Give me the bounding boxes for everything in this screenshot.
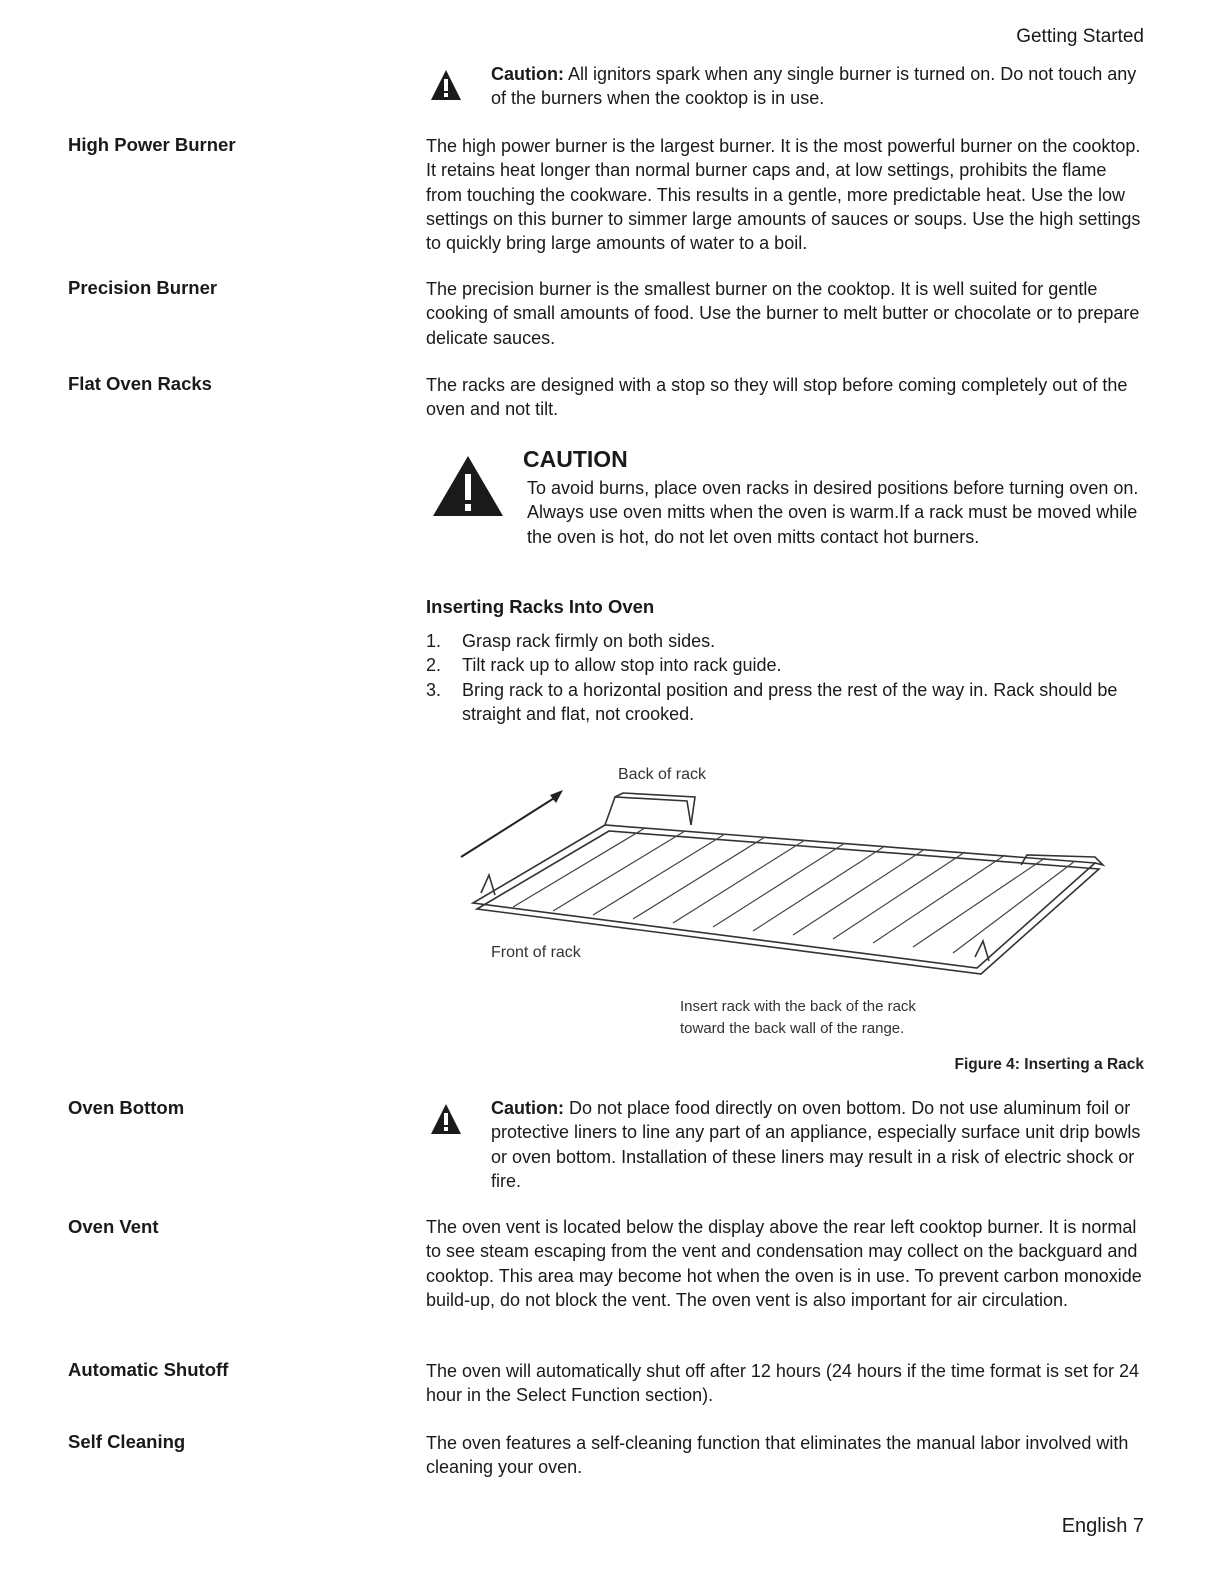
body-high-power-burner: The high power burner is the largest burner. It is the most powerful burner on the cooktop. It retains heat longer than normal burner caps and, at low settings, prohibits the flame from touching the cookware. This results in a gentle, more predictable heat. Use the low settings on this burner to simmer large amounts of sauces or soups. Use the high settings to quickly bring large amounts of water to a boil.: [426, 136, 1141, 254]
step-item: [426, 678, 1126, 727]
figure-instruction-line: Insert rack with the back of the rack: [680, 998, 916, 1015]
step-number: 1.: [426, 631, 442, 651]
step-text: Tilt rack up to allow stop into rack guide.: [462, 655, 782, 676]
figure-front-label: Front of rack: [491, 944, 581, 961]
body-precision-burner: The precision burner is the smallest burner on the cooktop. It is well suited for gentle cooking of small amounts of food. Use the burner to melt butter or chocolate or to prepare delicate sauces.: [426, 279, 1140, 348]
warning-icon: [431, 454, 505, 518]
heading-automatic-shutoff: Automatic Shutoff: [68, 1359, 229, 1380]
caution-label: Caution:: [491, 64, 564, 84]
rack-frame: [473, 793, 1103, 974]
figure-instruction-line: toward the back wall of the range.: [680, 1019, 905, 1037]
page-number: English 7: [1061, 1515, 1144, 1537]
body-automatic-shutoff: The oven will automatically shut off after 12 hours (24 hours if the time format is set for 24 hour in the Select Function section).: [426, 1361, 1140, 1406]
body-self-cleaning: The oven features a self-cleaning function that eliminates the manual labor involved with cleaning your oven.: [426, 1433, 1129, 1478]
step-number: 2.: [426, 655, 442, 676]
figure-back-label: Back of rack: [618, 766, 707, 783]
warning-icon: [429, 1102, 463, 1136]
running-header: Getting Started: [1016, 26, 1144, 47]
caution-ignitors: [426, 62, 1146, 111]
arrow-line: [461, 795, 559, 857]
warning-icon: [429, 68, 463, 102]
heading-self-cleaning: Self Cleaning: [68, 1431, 186, 1452]
figure-title: Figure 4: Inserting a Rack: [954, 1056, 1144, 1073]
caution-title: CAUTION: [523, 446, 628, 472]
step-text: Bring rack to a horizontal position and press the rest of the way in. Rack should be straight and flat, not crooked.: [462, 679, 1118, 724]
oven-rack-illustration: [455, 785, 1125, 980]
heading-flat-oven-racks: Flat Oven Racks: [68, 373, 212, 394]
inserting-steps: [426, 629, 1126, 726]
body-oven-vent: The oven vent is located below the display above the rear left cooktop burner. It is normal to see steam escaping from the vent and condensation may collect on the backguard and cooktop. This area may become hot when the oven is in use. To prevent carbon monoxide build-up, do not block the vent. The oven vent is also important for air circulation.: [426, 1217, 1142, 1310]
caution-text: All ignitors spark when any single burner is turned on. Do not touch any of the burners when the cooktop is in use.: [491, 64, 1137, 109]
heading-oven-vent: Oven Vent: [68, 1216, 159, 1237]
rack-wires: [513, 828, 1075, 953]
figure-instruction: [680, 996, 916, 1039]
body-flat-oven-racks: The racks are designed with a stop so they will stop before coming completely out of the oven and not tilt.: [426, 375, 1128, 420]
step-item: [426, 653, 1126, 677]
subheading-inserting-racks: Inserting Racks Into Oven: [426, 596, 655, 617]
step-text: Grasp rack firmly on both sides.: [462, 631, 716, 651]
heading-precision-burner: Precision Burner: [68, 277, 218, 298]
heading-oven-bottom: Oven Bottom: [68, 1097, 185, 1118]
heading-high-power-burner: High Power Burner: [68, 134, 236, 155]
step-item: [426, 629, 1126, 653]
caution-label: Caution:: [491, 1098, 564, 1118]
arrow-head: [550, 790, 563, 803]
caution-oven-bottom: [426, 1096, 1146, 1193]
step-number: 3.: [426, 679, 442, 700]
caution-text: To avoid burns, place oven racks in desired positions before turning oven on. Always use oven mitts when the oven is warm.If a rack must be moved while the oven is hot, do not let oven mitts contact hot burners.: [527, 478, 1139, 547]
caution-text: Do not place food directly on oven bottom. Do not use aluminum foil or protective liners to line any part of an appliance, especially surface unit drip bowls or oven bottom. Installation of these liners may result in a risk of electric shock or fire.: [491, 1098, 1141, 1191]
